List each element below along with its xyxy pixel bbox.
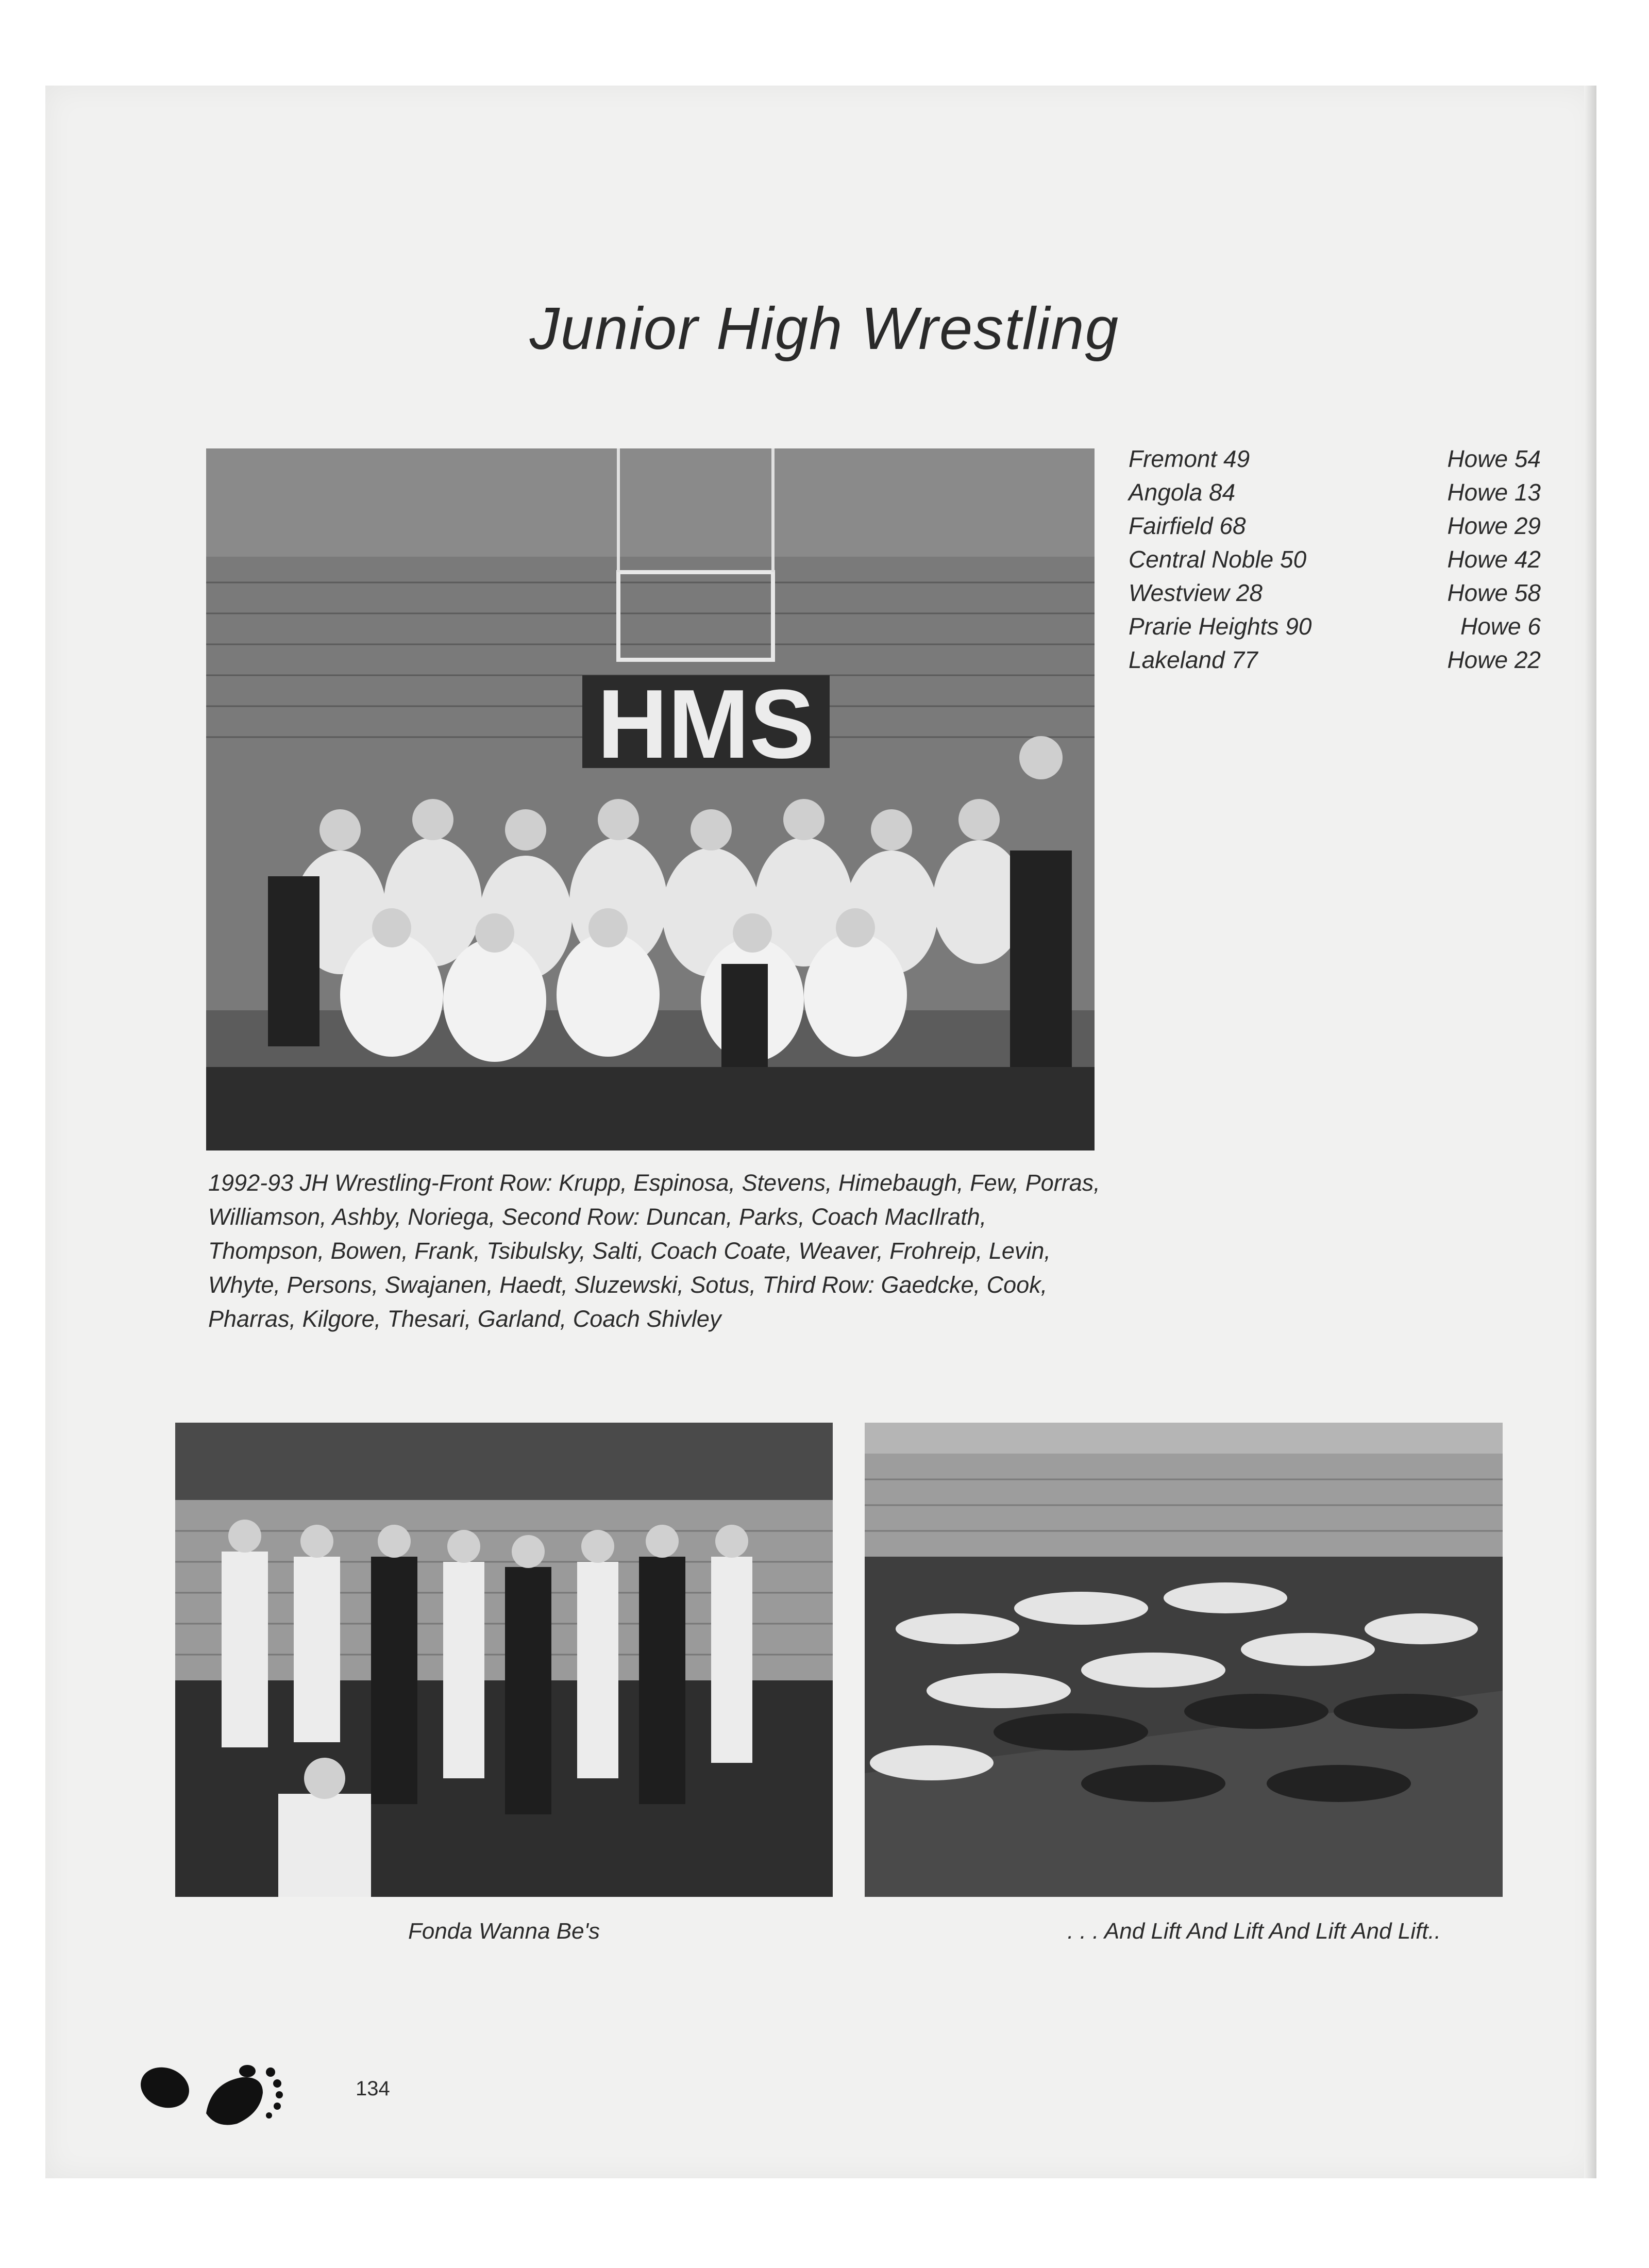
opponent-score: Angola 84 xyxy=(1129,479,1236,506)
team-photo xyxy=(206,448,1095,1150)
footprints-icon xyxy=(134,2052,340,2134)
page-title: Junior High Wrestling xyxy=(529,295,1120,362)
howe-score: Howe 6 xyxy=(1460,613,1541,640)
fonda-photo-caption: Fonda Wanna Be's xyxy=(408,1919,600,1944)
opponent-score: Lakeland 77 xyxy=(1129,646,1258,673)
opponent-score: Prarie Heights 90 xyxy=(1129,613,1312,640)
gym-wall-letters: HMS xyxy=(597,670,815,779)
score-row xyxy=(1129,509,1541,543)
lift-photo xyxy=(865,1423,1503,1897)
howe-score: Howe 42 xyxy=(1447,546,1541,573)
score-row xyxy=(1129,610,1541,643)
lift-photo-caption: . . . And Lift And Lift And Lift And Lift.. xyxy=(1067,1919,1441,1944)
opponent-score: Fremont 49 xyxy=(1129,445,1250,472)
howe-score: Howe 13 xyxy=(1447,479,1541,506)
howe-score: Howe 58 xyxy=(1447,579,1541,606)
howe-score: Howe 22 xyxy=(1447,646,1541,673)
fonda-photo xyxy=(175,1423,833,1897)
opponent-score: Central Noble 50 xyxy=(1129,546,1307,573)
opponent-score: Fairfield 68 xyxy=(1129,512,1246,539)
score-list xyxy=(1129,442,1541,677)
score-row xyxy=(1129,543,1541,576)
score-row xyxy=(1129,576,1541,610)
opponent-score: Westview 28 xyxy=(1129,579,1263,606)
score-row xyxy=(1129,442,1541,476)
team-photo-caption: 1992-93 JH Wrestling-Front Row: Krupp, Espinosa, Stevens, Himebaugh, Few, Porras, Williamson, Ashby, Noriega, Second Row: Duncan, Parks, Coach MacIlrath, Thompson, Bowen, Frank, Tsibulsky, Salti, Coach Coate, Weaver, Frohreip, Levin, Whyte, Persons, Swajanen, Haedt, Sluzewski, Sotus, Third Row: Gaedcke, Cook, Pharras, Kilgore, Thesari, Garland, Coach Shivley xyxy=(208,1170,1100,1332)
score-row xyxy=(1129,643,1541,677)
howe-score: Howe 54 xyxy=(1447,445,1541,472)
page-number: 134 xyxy=(356,2077,390,2100)
page-edge-shadow xyxy=(1584,86,1596,2178)
score-row xyxy=(1129,476,1541,509)
howe-score: Howe 29 xyxy=(1447,512,1541,539)
